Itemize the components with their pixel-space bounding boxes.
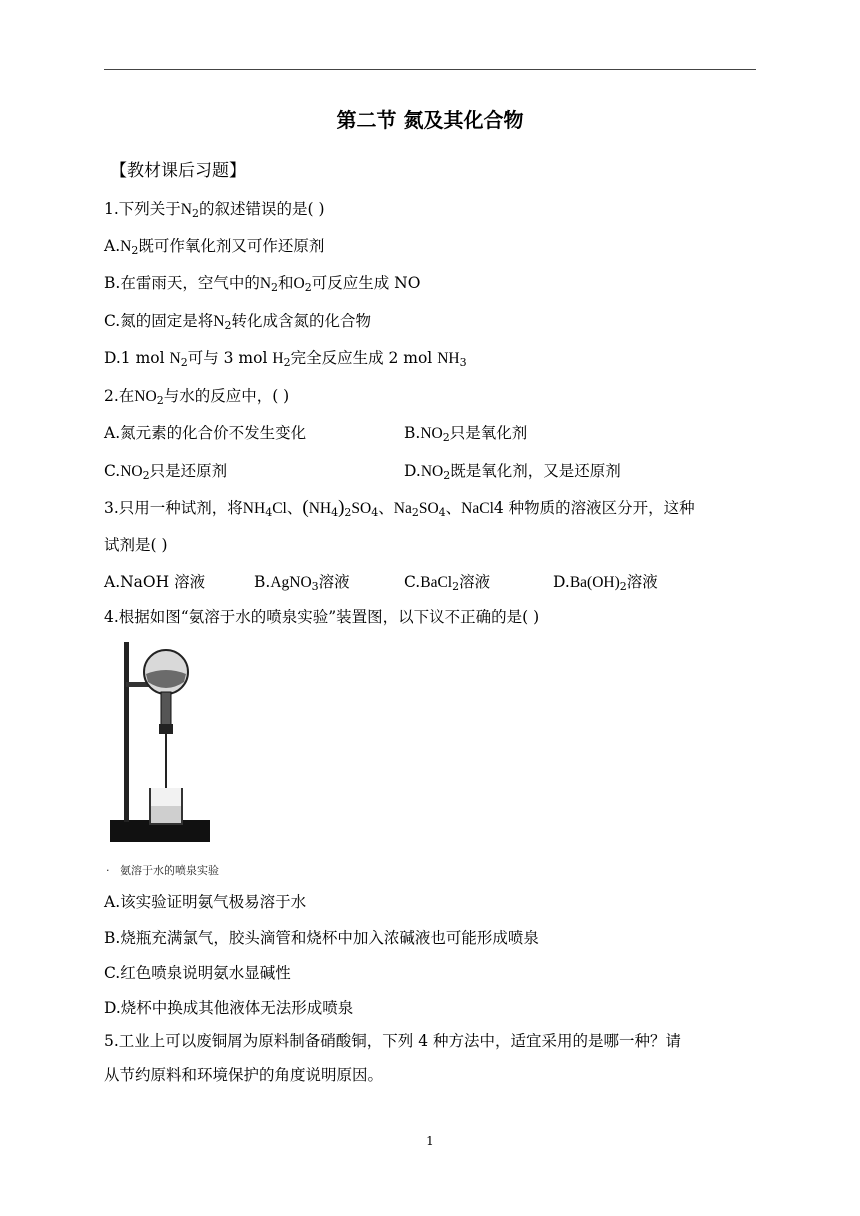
page-number: 1 [426,1134,434,1148]
q2-option-d: $D.NO_2$既是氧化剂，又是还原剂 [404,462,621,482]
q4-stem: 4.根据如图“氨溶于水的喷泉实验”装置图，以下议不正确的是( ) [104,608,540,626]
figure-caption: · 氨溶于水的喷泉实验 [106,864,219,877]
fountain-experiment-figure [104,638,216,848]
page-title: 第二节 氮及其化合物 [336,108,524,132]
q3-stem-cont: 试剂是( ) [104,536,168,554]
stopper [159,724,173,734]
q2-option-b: $B.NO_2$只是氧化剂 [404,424,528,444]
q4-option-d: D.烧杯中换成其他液体无法形成喷泉 [104,999,354,1017]
q3-option-d: $D.Ba(OH)_2$溶液 [553,573,658,593]
q2-stem: 2.在$NO_2$与水的反应中，( ) [104,387,290,407]
q1-option-b: B.在雷雨天，空气中的$N_2$和$O_2$可反应生成 NO [104,274,421,294]
q4-option-a: A.该实验证明氨气极易溶于水 [104,893,307,911]
q3-option-a: A.NaOH 溶液 [104,573,206,591]
header-rule [104,69,756,70]
section-heading: 【教材课后习题】 [110,161,246,181]
beaker-liquid [151,806,181,823]
q1-option-d: D.1 mol $N_2$可与 3 mol $H_2$完全反应生成 2 mol $NH_3$ [104,349,467,369]
q3-option-b: B.AgNO$_3$溶液 [254,573,350,593]
q3-option-c: C.BaCl$_2$溶液 [404,573,491,593]
q4-option-c: C.红色喷泉说明氨水显碱性 [104,964,291,982]
q3-stem: 3.只用一种试剂，将$NH_4Cl$、$(NH_4)_2SO_4$、$Na_2SO_4$、NaCl4 种物质的溶液区分开，这种 [104,497,695,519]
q5-stem: 5.工业上可以废铜屑为原料制备硝酸铜，下列 4 种方法中，适宜采用的是哪一种？请 [104,1032,682,1050]
stand-rod [124,642,129,822]
q2-option-c: $C.NO_2$只是还原剂 [104,462,228,482]
q1-option-a: $A.N_2$既可作氧化剂又可作还原剂 [104,237,325,257]
q1-stem: 1.下列关于$N_2$的叙述错误的是( ) [104,200,325,220]
flask-neck [161,692,171,726]
caption-bullet: · [106,864,110,877]
q2-option-a: A.氮元素的化合价不发生变化 [104,424,307,442]
q4-option-b: B.烧瓶充满氯气，胶头滴管和烧杯中加入浓碱液也可能形成喷泉 [104,929,539,947]
q1-option-c: C.氮的固定是将$N_2$转化成含氮的化合物 [104,312,371,332]
q5-stem-cont: 从节约原料和环境保护的角度说明原因。 [104,1066,384,1084]
